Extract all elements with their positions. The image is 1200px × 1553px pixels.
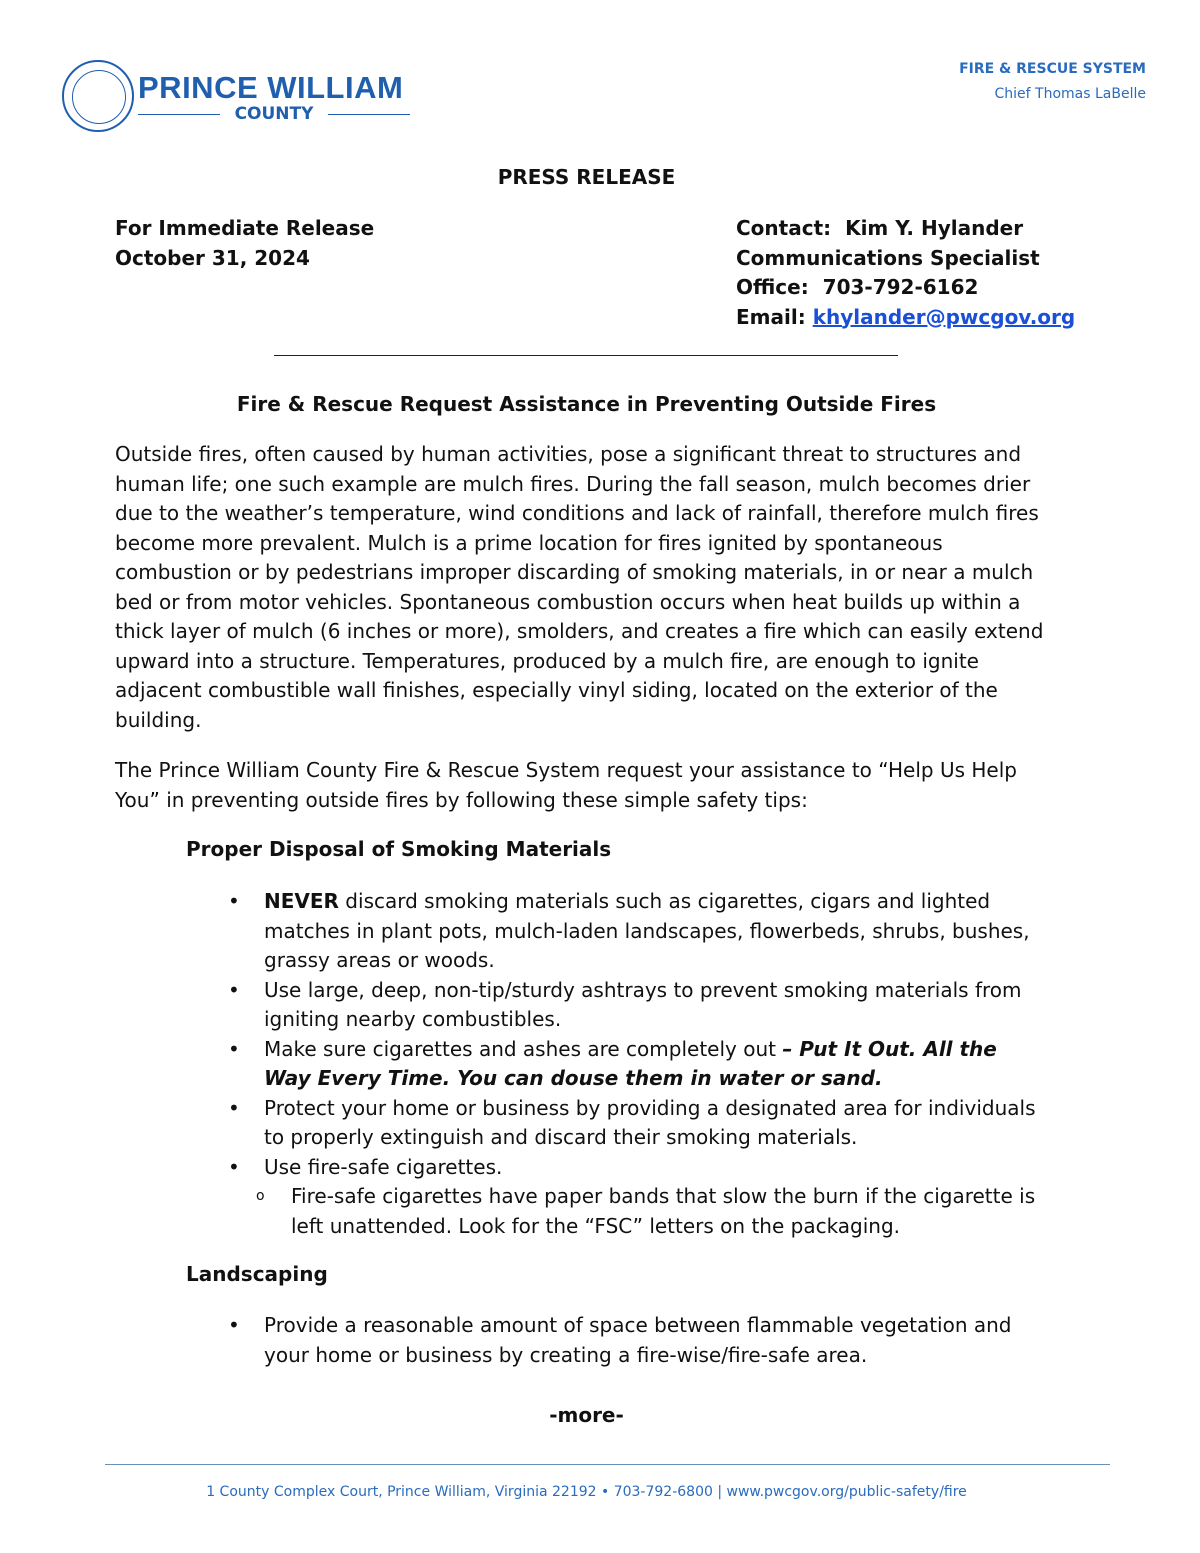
release-date: October 31, 2024 bbox=[115, 245, 310, 270]
footer-address: 1 County Complex Court, Prince William, Virginia 22192 • 703-792-6800 | www.pwcgov.org/public-safety/fire bbox=[206, 1484, 967, 1500]
contact-title: Communications Specialist bbox=[736, 245, 1040, 270]
item-text: Fire-safe cigarettes have paper bands that slow the burn if the cigarette is left unattended. Look for the “FSC” letters on the packaging. bbox=[291, 1184, 1036, 1238]
item-text: Use large, deep, non-tip/sturdy ashtrays to prevent smoking materials from igniting nearby combustibles. bbox=[264, 977, 1022, 1031]
contact-name: Kim Y. Hylander bbox=[845, 216, 1024, 240]
section-title: Proper Disposal of Smoking Materials bbox=[186, 837, 612, 861]
item-text: discard smoking materials such as cigarettes, cigars and lighted matches in plant pots, mulch-laden landscapes, flowerbeds, shrubs, bushes, grassy areas or woods. bbox=[264, 889, 1030, 972]
emphasis: NEVER bbox=[264, 889, 339, 913]
department-name: FIRE & RESCUE SYSTEM bbox=[959, 61, 1146, 77]
release-type: For Immediate Release bbox=[115, 216, 375, 240]
email-link[interactable]: khylander@pwcgov.org bbox=[812, 304, 1076, 329]
list-item: • Provide a reasonable amount of space between flammable vegetation and your home or business by creating a fire-wise/fire-safe area. bbox=[228, 1313, 1012, 1367]
sub-list-item: o Fire-safe cigarettes have paper bands that slow the burn if the cigarette is left unattended. Look for the “FSC” letters on the packaging. bbox=[256, 1184, 1036, 1238]
divider bbox=[274, 355, 898, 356]
logo-county: COUNTY bbox=[138, 104, 410, 124]
office-label: Office: bbox=[736, 275, 809, 299]
footer-divider bbox=[105, 1464, 1110, 1465]
list-item: • NEVER discard smoking materials such as cigarettes, cigars and lighted matches in plant pots, mulch-laden landscapes, flowerbeds, shrubs, bushes, grassy areas or woods. bbox=[228, 889, 1030, 972]
more-indicator: -more- bbox=[549, 1403, 624, 1427]
office-phone: 703-792-6162 bbox=[822, 275, 979, 299]
release-info bbox=[115, 214, 374, 273]
bullet-list bbox=[228, 887, 1048, 1241]
body-paragraph: Outside fires, often caused by human activities, pose a significant threat to structures and human life; one such example are mulch fires. During the fall season, mulch becomes drier due to the weather’s temperature, wind conditions and lack of rainfall, therefore mulch fires become more prevalent. Mulch is a prime location for fires ignited by spontaneous combustion or by pedestrians improper discarding of smoking materials, in or near a mulch bed or from motor vehicles. Spontaneous combustion occurs when heat builds up within a thick layer of mulch (6 inches or more), smolders, and creates a fire which can easily extend upward into a structure. Temperatures, produced by a mulch fire, are enough to ignite adjacent combustible wall finishes, especially vinyl siding, located on the exterior of the building. bbox=[115, 442, 1044, 732]
bullet-list bbox=[228, 1311, 1048, 1370]
list-item: • Use fire-safe cigarettes. o Fire-safe cigarettes have paper bands that slow the burn if the cigarette is left unattended. Look for the “FSC” letters on the packaging. bbox=[228, 1153, 1048, 1242]
contact-label: Contact: bbox=[736, 216, 832, 240]
item-text: Protect your home or business by providing a designated area for individuals to properly extinguish and discard their smoking materials. bbox=[264, 1095, 1036, 1149]
email-label: Email: bbox=[736, 304, 806, 329]
item-text: Make sure cigarettes and ashes are completely out bbox=[264, 1036, 783, 1061]
item-text: Provide a reasonable amount of space between flammable vegetation and your home or business by creating a fire-wise/fire-safe area. bbox=[264, 1313, 1012, 1367]
county-logo bbox=[62, 60, 422, 140]
press-release-label: PRESS RELEASE bbox=[497, 165, 676, 189]
logo-name: PRINCE WILLIAM bbox=[138, 70, 404, 105]
item-text: Use fire-safe cigarettes. bbox=[264, 1154, 503, 1179]
list-item: • Use large, deep, non-tip/sturdy ashtrays to prevent smoking materials from igniting nearby combustibles. bbox=[228, 977, 1022, 1031]
emphasis: – Put It Out. All the Way Every Time. You can douse them in water or sand. bbox=[264, 1036, 997, 1090]
section-title: Landscaping bbox=[186, 1262, 328, 1286]
chief-name: Chief Thomas LaBelle bbox=[994, 86, 1146, 102]
headline: Fire & Rescue Request Assistance in Preventing Outside Fires bbox=[236, 392, 937, 416]
body-paragraph: The Prince William County Fire & Rescue System request your assistance to “Help Us Help You” in preventing outside fires by following these simple safety tips: bbox=[115, 758, 1017, 812]
list-item: • Make sure cigarettes and ashes are completely out – Put It Out. All the Way Every Time. You can douse them in water or sand. bbox=[228, 1036, 997, 1090]
list-item: • Protect your home or business by providing a designated area for individuals to properly extinguish and discard their smoking materials. bbox=[228, 1095, 1036, 1149]
contact-info bbox=[736, 214, 1075, 332]
county-seal-icon bbox=[62, 60, 134, 132]
department-header bbox=[959, 57, 1146, 107]
